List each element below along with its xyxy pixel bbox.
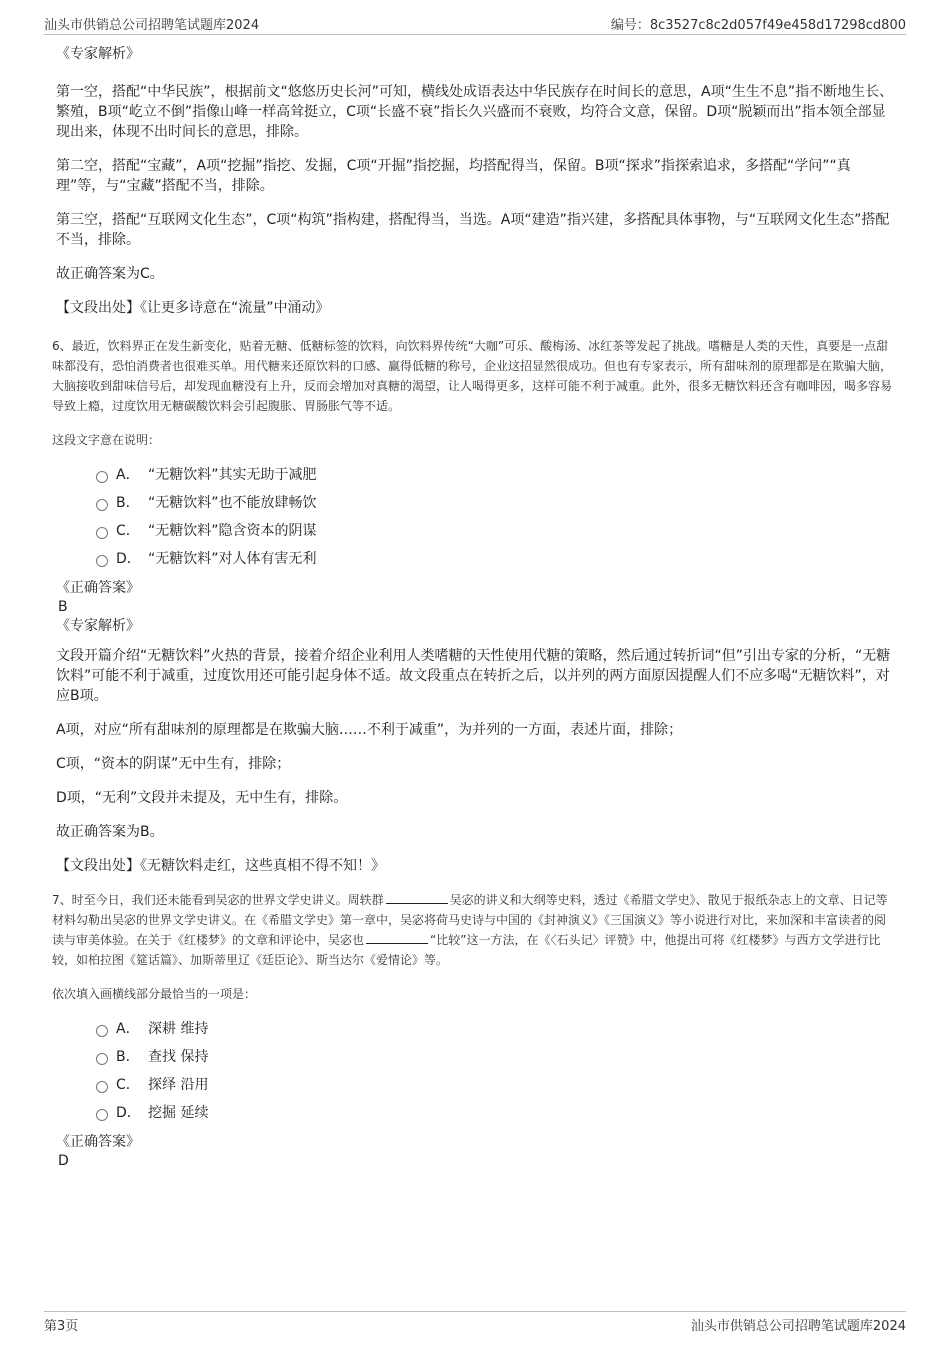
q5-analysis-label: 《专家解析》 <box>56 46 140 62</box>
q6-option-a[interactable]: A． “无糖饮料”其实无助于减肥 <box>96 460 896 488</box>
radio-icon[interactable] <box>96 1053 108 1065</box>
q7-question: 依次填入画横线部分最恰当的一项是： <box>52 987 257 1001</box>
header-doc-id: 编号：8c3527c8c2d057f49e458d17298cd800 <box>610 18 906 33</box>
footer-page-number: 第3页 <box>44 1319 79 1334</box>
q6-stem: 6、最近，饮料界正在发生新变化，贴着无糖、低糖标签的饮料，向饮料界传统“大咖”可乐、酸梅汤、冰红茶等发起了挑战。嗜糖是人类的天性，真要是一点甜味都没有，恐怕消费者也很难买单。用代糖来还原饮料的口感、赢得低糖的称号，企业这招显然很成功。但也有专家表示，所有甜味剂的原理都是在欺骗大脑，大脑接收到甜味信号后，却发现血糖没有上升，反而会增加对真糖的渴望，让人喝得更多，这样可能不利于减重。此外，很多无糖饮料还含有咖啡因，喝多容易导致上瘾，过度饮用无糖碳酸饮料会引起腹胀、胃肠胀气等不适。 <box>52 339 893 413</box>
q7-blank-2 <box>366 931 428 944</box>
q6-answer-label: 《正确答案》 <box>56 580 140 596</box>
page-content <box>52 44 896 1170</box>
q6-analysis-label: 《专家解析》 <box>56 618 140 634</box>
q5-analysis-para-3: 第三空，搭配“互联网文化生态”，C项“构筑”指构建，搭配得当，当选。A项“建造”指兴建，多搭配具体事物，与“互联网文化生态”搭配不当，排除。 <box>56 212 890 248</box>
radio-icon[interactable] <box>96 1081 108 1093</box>
page-footer <box>44 1311 906 1334</box>
radio-icon[interactable] <box>96 1109 108 1121</box>
radio-icon[interactable] <box>96 1025 108 1037</box>
q6-option-c[interactable]: C． “无糖饮料”隐含资本的阴谋 <box>96 516 896 544</box>
radio-icon[interactable] <box>96 555 108 567</box>
q6-conclusion: 故正确答案为B。 <box>56 824 164 840</box>
radio-icon[interactable] <box>96 499 108 511</box>
q5-analysis-para-2: 第二空，搭配“宝藏”，A项“挖掘”指挖、发掘，C项“开掘”指挖掘，均搭配得当，保留。B项“探求”指探索追求，多搭配“学问”“真理”等，与“宝藏”搭配不当，排除。 <box>56 158 851 194</box>
q7-answer-label: 《正确答案》 <box>56 1134 140 1150</box>
radio-icon[interactable] <box>96 471 108 483</box>
q6-analysis-para-3: C项，“资本的阴谋”无中生有，排除； <box>56 756 291 772</box>
q7-option-b[interactable]: B． 查找 保持 <box>96 1042 896 1070</box>
q6-analysis-para-1: 文段开篇介绍“无糖饮料”火热的背景，接着介绍企业利用人类嗜糖的天性使用代糖的策略，然后通过转折词“但”引出专家的分析，“无糖饮料”可能不利于减重，过度饮用还可能引起身体不适。故文段重点在转折之后，以并列的两方面原因提醒人们不应多喝“无糖饮料”，对应B项。 <box>56 648 891 704</box>
q6-question: 这段文字意在说明： <box>52 433 161 447</box>
q5-conclusion: 故正确答案为C。 <box>56 266 164 282</box>
q7-options <box>96 1014 896 1126</box>
q5-analysis-para-1: 第一空，搭配“中华民族”，根据前文“悠悠历史长河”可知，横线处成语表达中华民族存在时间长的意思，A项“生生不息”指不断地生长、繁殖，B项“屹立不倒”指像山峰一样高耸挺立，C项“长盛不衰”指长久兴盛而不衰败，均符合文意，保留。D项“脱颖而出”指本领全部显现出来，体现不出时间长的意思，排除。 <box>56 84 894 140</box>
q6-options <box>96 460 896 572</box>
q7-option-d[interactable]: D． 挖掘 延续 <box>96 1098 896 1126</box>
q6-option-b[interactable]: B． “无糖饮料”也不能放肆畅饮 <box>96 488 896 516</box>
q7-option-c[interactable]: C． 探绎 沿用 <box>96 1070 896 1098</box>
footer-doc-title: 汕头市供销总公司招聘笔试题库2024 <box>690 1319 906 1334</box>
q6-analysis-para-2: A项，对应“所有甜味剂的原理都是在欺骗大脑……不利于减重”，为并列的一方面，表述片面，排除； <box>56 722 683 738</box>
q7-answer: D <box>58 1153 69 1169</box>
q7-option-a[interactable]: A． 深耕 维持 <box>96 1014 896 1042</box>
q7-stem: 7、时至今日，我们还未能看到吴宓的世界文学史讲义。周轶群 吴宓的讲义和大纲等史料，透过《希腊文学史》、散见于报纸杂志上的文章、日记等材料勾勒出吴宓的世界文学史讲义。在《希腊文学史》第一章中，吴宓将荷马史诗与中国的《封神演义》《三国演义》等小说进行对比，来加深和丰富读者的阅读与审美体验。在关于《红楼梦》的文章和评论中，吴宓也 “比较”这一方法，在《〈石头记〉评赞》中，他提出可将《红楼梦》与西方文学进行比较，如柏拉图《筵话篇》、加斯蒂里辽《廷臣论》、斯当达尔《爱情论》等。 <box>52 893 888 967</box>
header-doc-title: 汕头市供销总公司招聘笔试题库2024 <box>44 18 260 33</box>
q5-source: 【文段出处】《让更多诗意在“流量”中涌动》 <box>56 300 330 316</box>
q6-answer: B <box>58 599 68 615</box>
q6-analysis-para-4: D项，“无利”文段并未提及，无中生有，排除。 <box>56 790 348 806</box>
q6-source: 【文段出处】《无糖饮料走红，这些真相不得不知！》 <box>56 858 385 874</box>
q7-blank-1 <box>386 891 448 904</box>
page-header <box>44 12 906 35</box>
radio-icon[interactable] <box>96 527 108 539</box>
q6-option-d[interactable]: D． “无糖饮料”对人体有害无利 <box>96 544 896 572</box>
